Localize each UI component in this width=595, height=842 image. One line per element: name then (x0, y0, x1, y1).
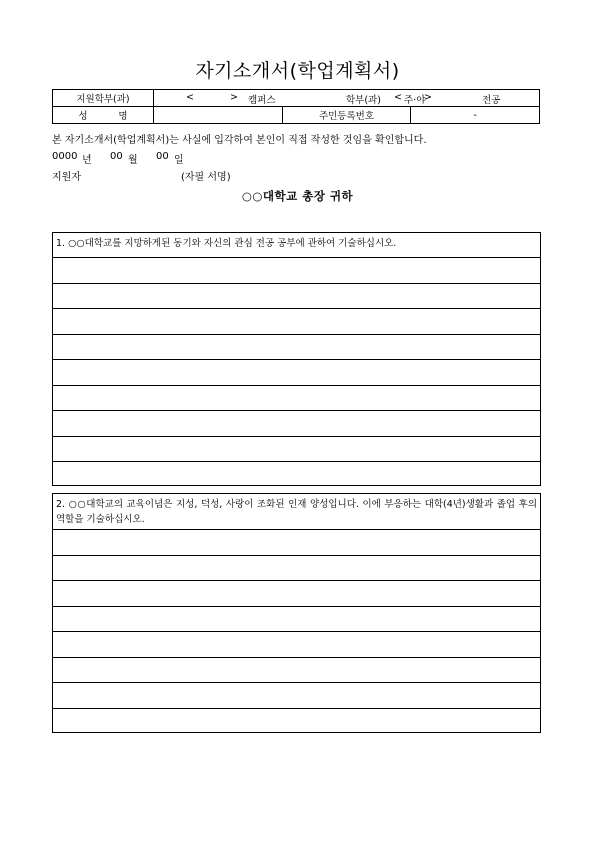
confirmation-statement: 본 자기소개서(학업계획서)는 사실에 입각하여 본인이 직접 작성한 것임을 확인합니다. (52, 135, 427, 146)
applicant-dept-label: 지원학부(과) (53, 90, 154, 107)
recipient-line: ○○대학교 총장 귀하 (241, 189, 354, 203)
name-label-second: 명 (118, 111, 128, 122)
date-year-unit: 년 (82, 155, 92, 166)
day-night-bracket-close: > (424, 92, 432, 103)
date-month-unit: 월 (128, 155, 138, 166)
answer-line[interactable] (53, 709, 540, 735)
answer-line[interactable] (53, 556, 540, 582)
reg-number-field[interactable]: - (411, 107, 540, 124)
day-night-bracket-open: < (394, 92, 402, 103)
answer-line[interactable] (53, 437, 540, 463)
dept-entry-cell[interactable] (154, 90, 540, 107)
answer-line[interactable] (53, 309, 540, 335)
name-label-first: 성 (78, 111, 88, 122)
question-2-box (52, 493, 541, 733)
name-label (53, 107, 154, 124)
answer-line[interactable] (53, 335, 540, 361)
date-day-unit: 일 (174, 155, 184, 166)
page-title: 자기소개서(학업계획서) (195, 60, 400, 82)
answer-line[interactable] (53, 607, 540, 633)
question-1-answer-area[interactable] (53, 258, 540, 488)
date-month[interactable]: 00 (110, 151, 123, 162)
dept-row (53, 90, 540, 107)
answer-line[interactable] (53, 632, 540, 658)
answer-line[interactable] (53, 683, 540, 709)
answer-line[interactable] (53, 386, 540, 412)
answer-line[interactable] (53, 462, 540, 488)
question-2-answer-area[interactable] (53, 530, 540, 734)
answer-line[interactable] (53, 411, 540, 437)
answer-line[interactable] (53, 658, 540, 684)
applicant-info-table (52, 89, 540, 124)
answer-line[interactable] (53, 284, 540, 310)
name-field[interactable] (154, 107, 283, 124)
reg-number-label: 주민등록번호 (282, 107, 411, 124)
question-1-box (52, 232, 541, 486)
question-2-text: 2. ○○대학교의 교육이념은 지성, 덕성, 사랑이 조화된 인재 양성입니다. 이에 부응하는 대학(4년)생활과 졸업 후의 역할을 기술하십시오. (53, 494, 540, 530)
name-row (53, 107, 540, 124)
applicant-label: 지원자 (52, 172, 81, 183)
faculty-label: 학부(과) (346, 95, 381, 106)
date-day[interactable]: 00 (156, 151, 169, 162)
signature-note: (자필 서명) (181, 172, 231, 183)
campus-bracket-close: > (230, 92, 238, 103)
question-1-text: 1. ○○대학교를 지망하게된 동기와 자신의 관심 전공 공부에 관하여 기술하십시오. (53, 233, 540, 258)
date-year[interactable]: 0000 (52, 151, 78, 162)
answer-line[interactable] (53, 530, 540, 556)
campus-bracket-open: < (186, 92, 194, 103)
answer-line[interactable] (53, 258, 540, 284)
day-night-label: 주·야 (404, 95, 426, 106)
answer-line[interactable] (53, 581, 540, 607)
major-label: 전공 (482, 95, 501, 106)
answer-line[interactable] (53, 360, 540, 386)
campus-label: 캠퍼스 (248, 95, 276, 106)
